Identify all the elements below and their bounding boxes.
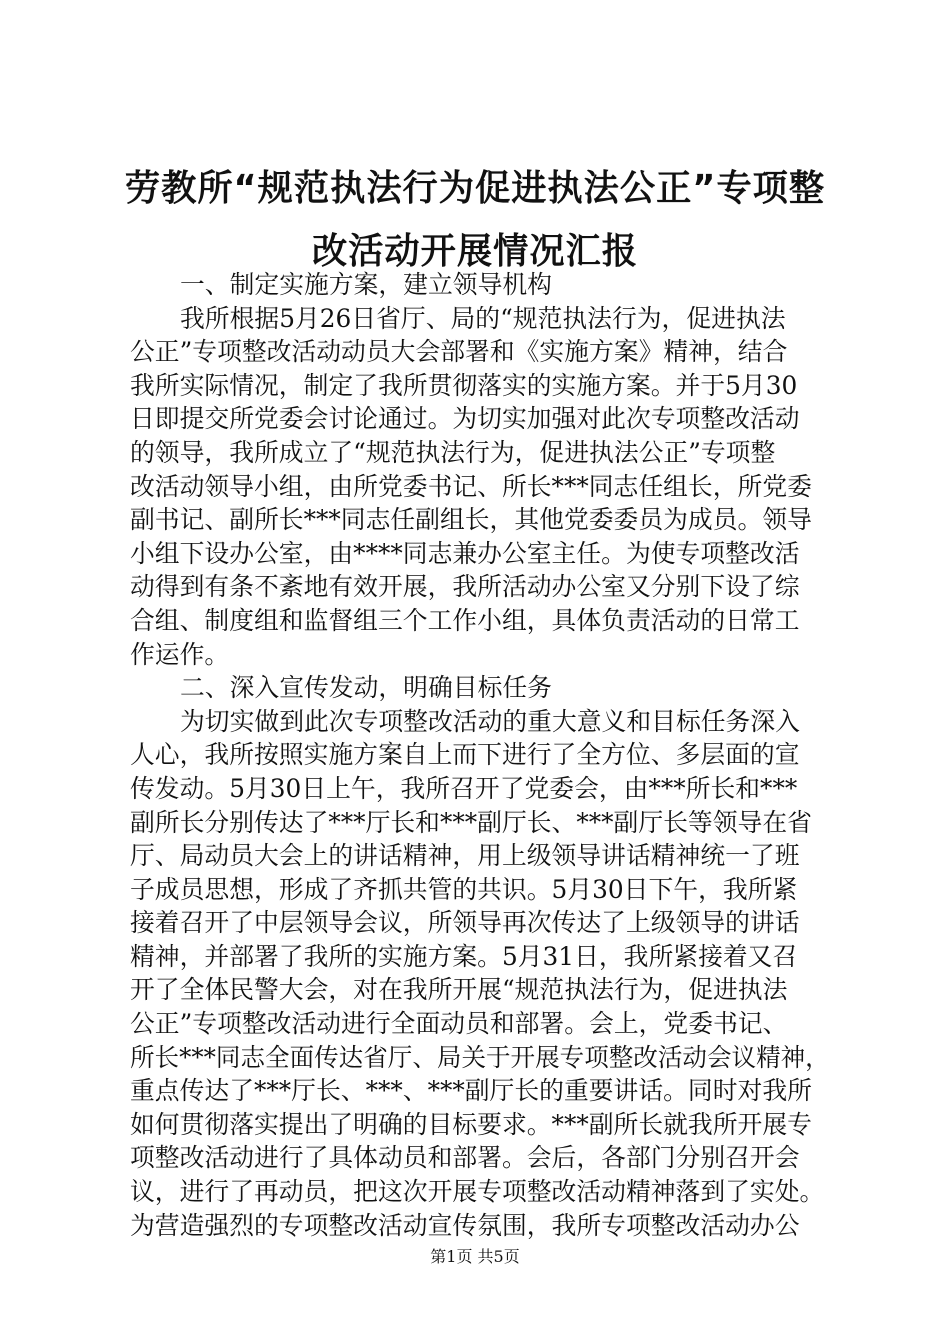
body-line: 副书记、副所长***同志任副组长，其他党委委员为成员。领导 xyxy=(130,505,812,535)
body-line: 开了全体民警大会，对在我所开展“规范执法行为，促进执法 xyxy=(130,975,788,1005)
body-line: 如何贯彻落实提出了明确的目标要求。***副所长就我所开展专 xyxy=(130,1109,812,1139)
document-title-line-1: 劳教所“规范执法行为促进执法公正”专项整 xyxy=(124,168,826,209)
body-line: 副所长分别传达了***厅长和***副厅长、***副厅长等领导在省 xyxy=(130,807,812,837)
body-line: 合组、制度组和监督组三个工作小组，具体负责活动的日常工 xyxy=(130,605,800,635)
page-footer: 第1页 共5页 xyxy=(430,1247,520,1266)
body-line: 重点传达了***厅长、***、***副厅长的重要讲话。同时对我所 xyxy=(130,1076,812,1106)
body-line: 作运作。 xyxy=(130,639,230,669)
body-line: 人心，我所按照实施方案自上而下进行了全方位、多层面的宣 xyxy=(130,740,800,770)
body-line: 改活动领导小组，由所党委书记、所长***同志任组长，所党委 xyxy=(130,471,812,501)
body-line: 公正”专项整改活动动员大会部署和《实施方案》精神，结合 xyxy=(130,337,788,367)
body-line: 所长***同志全面传达省厅、局关于开展专项整改活动会议精神， xyxy=(130,1042,830,1072)
body-line: 二、深入宣传发动，明确目标任务 xyxy=(180,673,552,703)
body-line: 传发动。5月30日上午，我所召开了党委会，由***所长和*** xyxy=(130,773,798,803)
body-line: 小组下设办公室，由****同志兼办公室主任。为使专项整改活 xyxy=(130,538,800,568)
body-line: 一、制定实施方案，建立领导机构 xyxy=(180,270,552,299)
body-line: 我所实际情况，制定了我所贯彻落实的实施方案。并于5月30 xyxy=(130,370,798,400)
body-line: 议，进行了再动员，把这次开展专项整改活动精神落到了实处。 xyxy=(130,1177,825,1207)
body-line: 子成员思想，形成了齐抓共管的共识。5月30日下午，我所紧 xyxy=(130,874,798,904)
body-line: 为营造强烈的专项整改活动宣传氛围，我所专项整改活动办公 xyxy=(130,1210,800,1240)
body-line: 动得到有条不紊地有效开展，我所活动办公室又分别下设了综 xyxy=(130,572,800,602)
body-line: 精神，并部署了我所的实施方案。5月31日，我所紧接着又召 xyxy=(130,941,798,971)
body-line: 为切实做到此次专项整改活动的重大意义和目标任务深入 xyxy=(180,706,800,736)
document-body xyxy=(130,268,830,1242)
body-line: 厅、局动员大会上的讲话精神，用上级领导讲话精神统一了班 xyxy=(130,841,800,871)
body-line: 的领导，我所成立了“规范执法行为，促进执法公正”专项整 xyxy=(130,437,776,467)
body-line: 我所根据5月26日省厅、局的“规范执法行为，促进执法 xyxy=(180,303,786,333)
body-line: 公正”专项整改活动进行全面动员和部署。会上，党委书记、 xyxy=(130,1009,788,1039)
document-title-line-2: 改活动开展情况汇报 xyxy=(311,231,638,272)
body-line: 项整改活动进行了具体动员和部署。会后，各部门分别召开会 xyxy=(130,1143,800,1173)
body-line: 接着召开了中层领导会议，所领导再次传达了上级领导的讲话 xyxy=(130,908,800,938)
body-line: 日即提交所党委会讨论通过。为切实加强对此次专项整改活动 xyxy=(130,404,800,434)
